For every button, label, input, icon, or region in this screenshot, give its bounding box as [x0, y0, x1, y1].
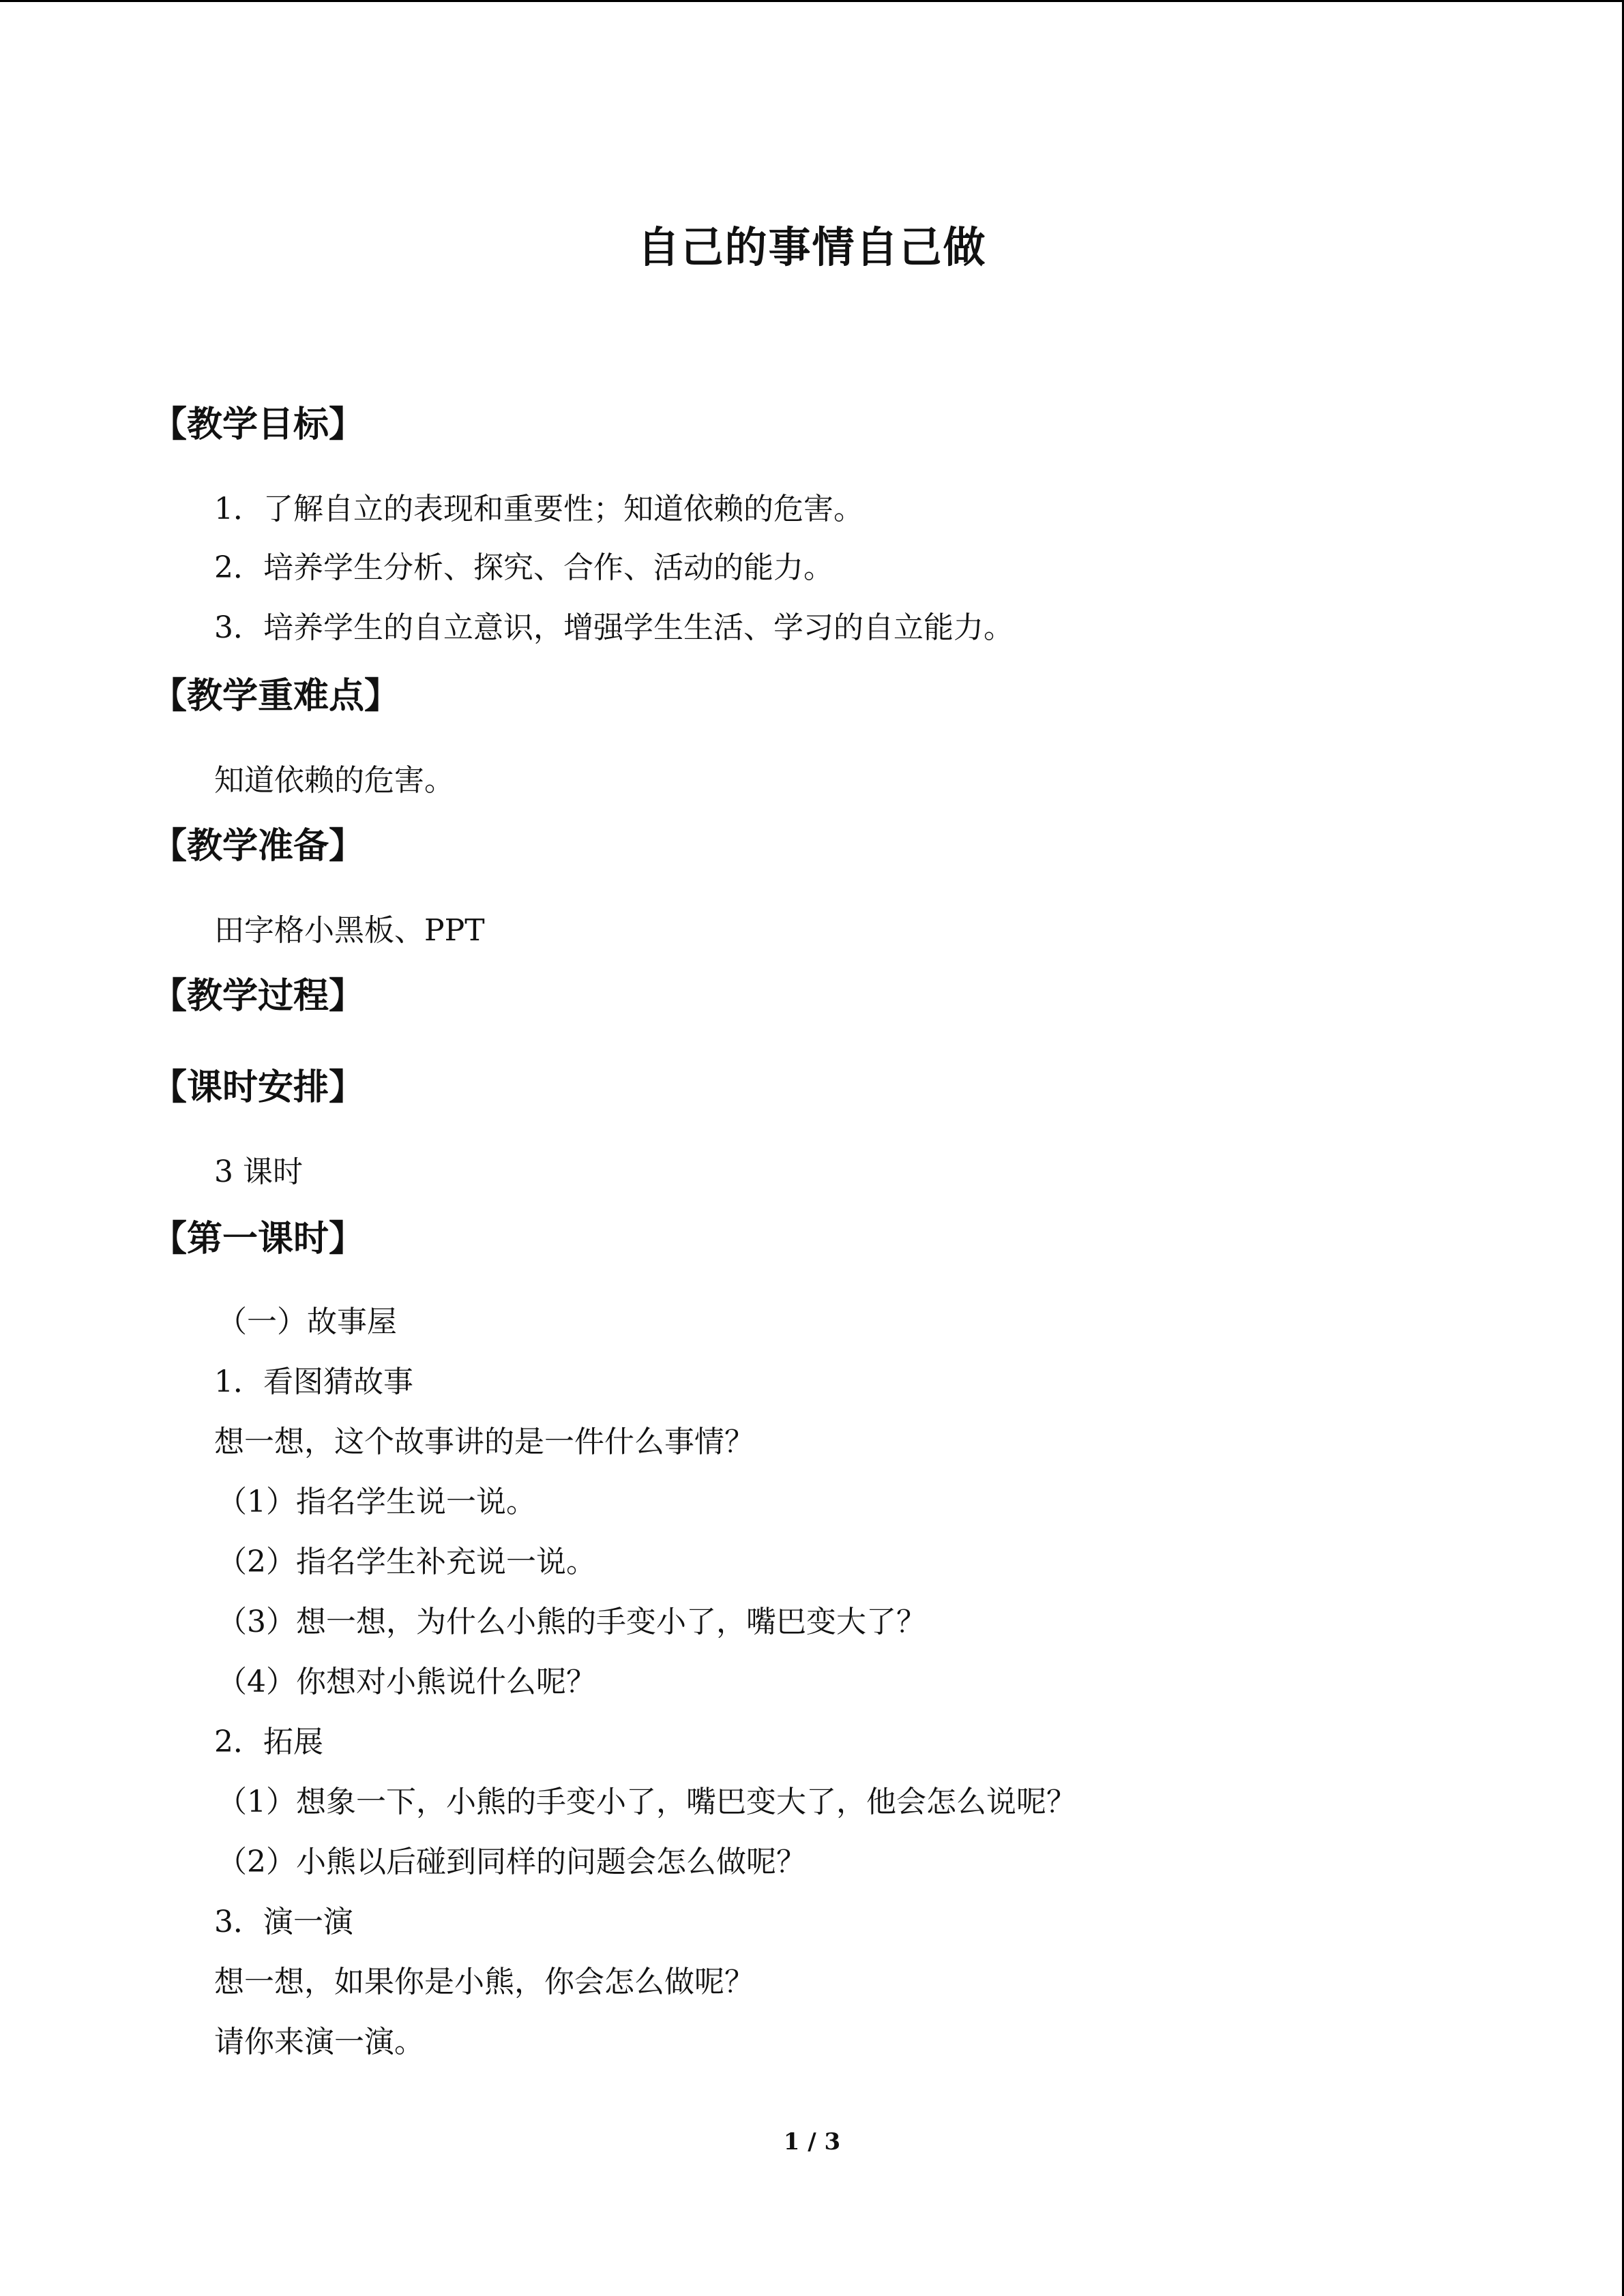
goal-item-3: 3．培养学生的自立意识，增强学生生活、学习的自立能力。	[214, 610, 1014, 645]
heading-teaching-process: 【教学过程】	[151, 976, 365, 1017]
heading-key-points: 【教学重难点】	[151, 676, 400, 717]
heading-preparation: 【教学准备】	[151, 826, 365, 867]
key-points-text: 知道依赖的危害。	[214, 763, 454, 798]
lesson1-line: （1）指名学生说一说。	[217, 1485, 536, 1519]
schedule-text: 3 课时	[214, 1154, 303, 1189]
lesson1-line: 2．拓展	[214, 1725, 323, 1759]
goal-item-1: 1．了解自立的表现和重要性；知道依赖的危害。	[214, 492, 863, 526]
lesson1-line: 想一想，这个故事讲的是一件什么事情？	[214, 1425, 754, 1459]
page-number: 1 / 3	[783, 2128, 841, 2156]
lesson1-line: 1．看图猜故事	[214, 1365, 413, 1399]
goal-item-2: 2．培养学生分析、探究、合作、活动的能力。	[214, 550, 833, 585]
lesson1-line: 请你来演一演。	[214, 2025, 424, 2059]
lesson1-line: （2）指名学生补充说一说。	[217, 1545, 596, 1579]
lesson1-line: 想一想，如果你是小熊，你会怎么做呢？	[214, 1965, 754, 1999]
heading-lesson-1: 【第一课时】	[151, 1219, 365, 1259]
heading-teaching-goals: 【教学目标】	[151, 404, 365, 445]
lesson1-line: （一）故事屋	[217, 1304, 397, 1339]
lesson1-line: （3）想一想，为什么小熊的手变小了，嘴巴变大了？	[217, 1605, 926, 1639]
heading-schedule: 【课时安排】	[151, 1067, 365, 1108]
lesson1-line: （2）小熊以后碰到同样的问题会怎么做呢？	[217, 1845, 806, 1879]
lesson1-line: 3．演一演	[214, 1905, 353, 1939]
lesson1-line: （1）想象一下，小熊的手变小了，嘴巴变大了，他会怎么说呢？	[217, 1785, 1076, 1819]
lesson1-line: （4）你想对小熊说什么呢？	[217, 1665, 596, 1699]
preparation-text: 田字格小黑板、PPT	[214, 913, 485, 948]
document-title: 自己的事情自己做	[637, 222, 987, 272]
